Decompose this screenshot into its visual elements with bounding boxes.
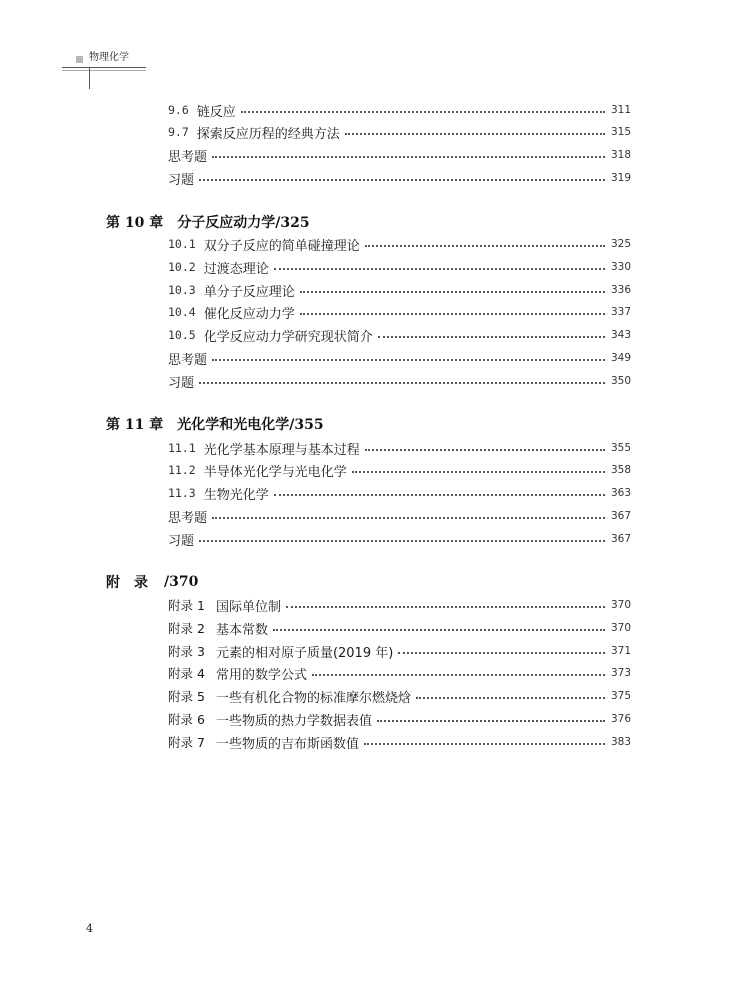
page-number: 367 [610,533,631,545]
appendix-number: 附录 6 [168,712,205,727]
section-number: 9.7 [168,125,189,139]
appendix-number: 附录 1 [168,598,205,613]
page-number: 325 [610,238,631,250]
section-title: 催化反应动力学 [203,306,295,322]
dot-leader [199,540,605,542]
dot-leader [365,449,605,451]
page-number: 367 [610,510,631,522]
section-title: 半导体光化学与光电化学 [203,464,347,480]
toc-entry[interactable] [168,529,631,549]
toc-entry[interactable] [168,438,631,458]
dot-leader [416,697,605,699]
toc-entry[interactable] [168,483,631,503]
header-square-icon [76,56,83,63]
toc-entry[interactable] [168,325,631,345]
chapter-label: 第 11 章 [106,417,164,433]
section-number: 10.2 [168,260,196,274]
dot-leader [274,268,605,270]
section-number: 10.1 [168,237,196,251]
toc-entry[interactable] [168,122,631,142]
page-number: 343 [610,329,631,341]
dot-leader [212,156,605,158]
section-number: 10.4 [168,305,196,319]
section-title: 单分子反应理论 [203,284,295,300]
page-number: 319 [610,172,631,184]
toc-entry[interactable] [168,100,631,120]
dot-leader [312,674,605,676]
toc-entry[interactable] [168,618,631,638]
toc-entry[interactable] [168,709,631,729]
dot-leader [212,517,605,519]
appendix-title: 常用的数学公式 [215,667,307,683]
dot-leader [377,720,605,722]
header-tick [89,68,90,89]
toc-entry[interactable] [168,257,631,277]
appendix-number: 附录 2 [168,621,205,636]
dot-leader [241,111,605,113]
page-number: 383 [610,736,631,748]
section-title: 习题 [168,533,195,549]
dot-leader [352,471,605,473]
running-header [62,50,146,90]
header-rule-thin [62,70,146,71]
section-number: 11.1 [168,441,196,455]
appendix-heading[interactable] [106,571,198,593]
appendix-title: 一些物质的热力学数据表值 [215,713,372,729]
section-title: 化学反应动力学研究现状简介 [203,329,373,345]
toc-entry[interactable] [168,145,631,165]
dot-leader [199,382,605,384]
page-number: 363 [610,487,631,499]
dot-leader [199,179,605,181]
page-number: 375 [610,690,631,702]
toc-entry[interactable] [168,663,631,683]
page-number: 318 [610,149,631,161]
page-number: 376 [610,713,631,725]
appendix-number: 附录 3 [168,644,205,659]
dot-leader [212,359,605,361]
header-rule [62,67,146,68]
chapter-label: 第 10 章 [106,215,164,231]
appendix-number: 附录 7 [168,735,205,750]
section-title: 探索反应历程的经典方法 [196,126,340,142]
section-title: 光化学基本原理与基本过程 [203,442,360,458]
page-number: 370 [610,599,631,611]
dot-leader [398,652,605,654]
appendix-label: 附 录 [106,575,148,591]
dot-leader [345,133,605,135]
section-title: 思考题 [168,352,208,368]
section-title: 生物光化学 [203,487,269,503]
toc-entry[interactable] [168,460,631,480]
section-number: 9.6 [168,103,189,117]
appendix-number: 附录 5 [168,689,205,704]
section-title: 双分子反应的简单碰撞理论 [203,238,360,254]
toc-entry[interactable] [168,280,631,300]
dot-leader [273,629,605,631]
section-number: 11.3 [168,486,196,500]
page-number: 370 [610,622,631,634]
page-folio: 4 [86,922,93,935]
page-number: 330 [610,261,631,273]
chapter-title: 分子反应动力学/325 [177,215,310,231]
page-number: 371 [610,645,631,657]
page-number: 373 [610,667,631,679]
section-title: 链反应 [196,104,236,120]
page-number: 315 [610,126,631,138]
section-number: 10.5 [168,328,196,342]
appendix-title: 基本常数 [215,622,268,638]
dot-leader [286,606,605,608]
toc-entry[interactable] [168,302,631,322]
page-number: 350 [610,375,631,387]
appendix-title: 元素的相对原子质量(2019 年) [215,645,394,661]
appendix-number: 附录 4 [168,666,205,681]
dot-leader [300,291,605,293]
toc-entry[interactable] [168,234,631,254]
toc-entry[interactable] [168,732,631,752]
appendix-title: /370 [164,574,199,590]
section-title: 思考题 [168,510,208,526]
dot-leader [300,313,605,315]
section-title: 过渡态理论 [203,261,269,277]
book-title: 物理化学 [89,52,129,63]
section-number: 11.2 [168,463,196,477]
toc-entry[interactable] [168,348,631,368]
section-title: 习题 [168,375,195,391]
chapter-heading[interactable] [106,413,324,435]
page-number: 311 [610,104,631,116]
dot-leader [365,245,605,247]
toc-entry[interactable] [168,641,631,661]
chapter-title: 光化学和光电化学/355 [177,417,324,433]
appendix-title: 一些有机化合物的标准摩尔燃烧焓 [215,690,411,706]
appendix-title: 一些物质的吉布斯函数值 [215,736,359,752]
section-title: 习题 [168,172,195,188]
toc-entry[interactable] [168,686,631,706]
toc-entry[interactable] [168,371,631,391]
section-number: 10.3 [168,283,196,297]
dot-leader [364,743,605,745]
section-title: 思考题 [168,149,208,165]
appendix-title: 国际单位制 [215,599,281,615]
toc-entry[interactable] [168,168,631,188]
toc-entry[interactable] [168,506,631,526]
page-number: 358 [610,464,631,476]
page-number: 349 [610,352,631,364]
page-number: 337 [610,306,631,318]
toc-entry[interactable] [168,595,631,615]
dot-leader [378,336,605,338]
chapter-heading[interactable] [106,211,310,233]
dot-leader [274,494,605,496]
page-number: 336 [610,284,631,296]
page-number: 355 [610,442,631,454]
